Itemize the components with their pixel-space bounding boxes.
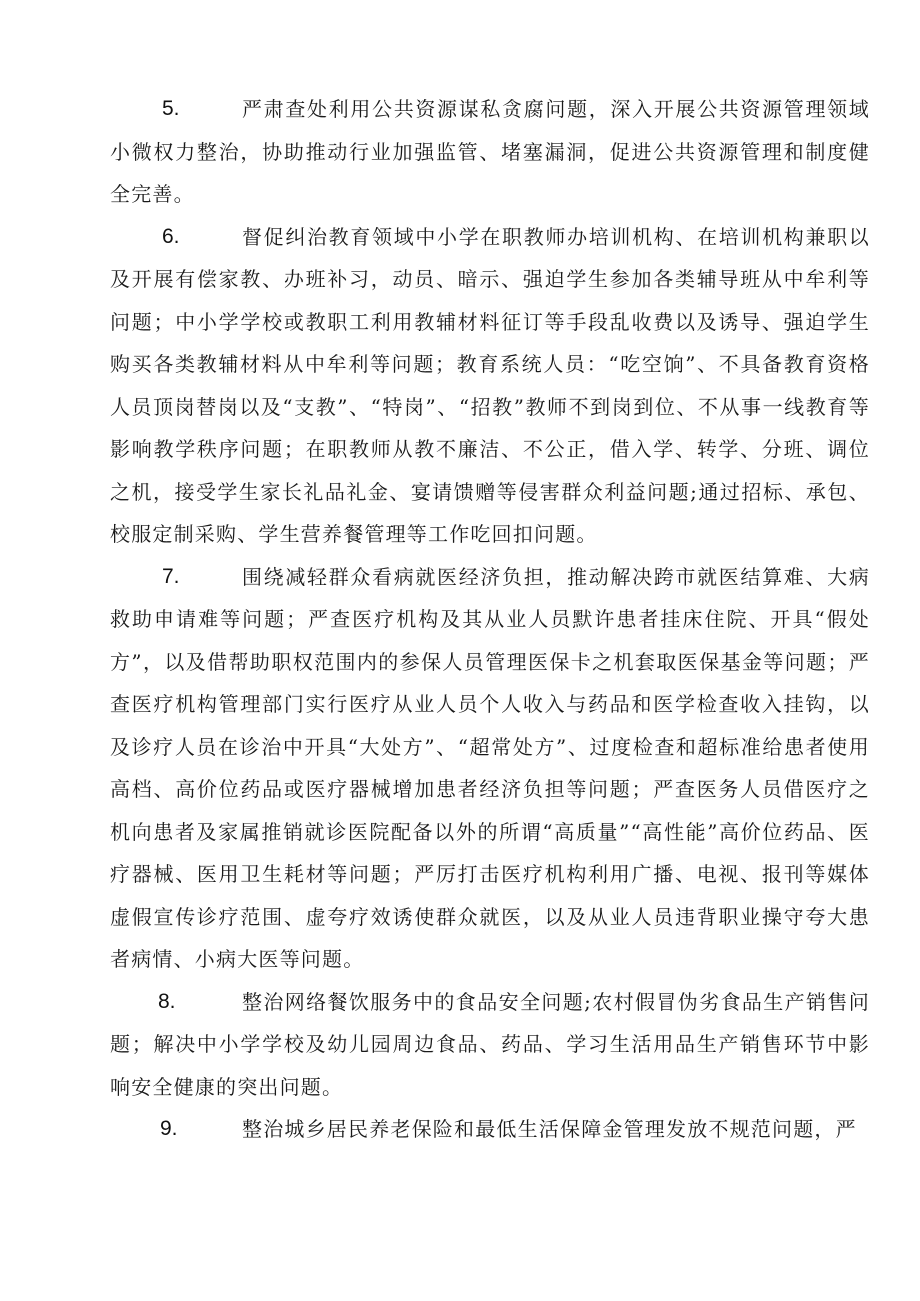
item-text: 督促纠治教育领域中小学在职教师办培训机构、在培训机构兼职以及开展有偿家教、办班补习，动员、暗示、强迫学生参加各类辅导班从中牟利等问题；中小学学校或教职工利用教辅材料征订等手段乱收费以及诱导、强迫学生购买各类教辅材料从中牟利等问题；教育系统人员：“吃空饷”、不具备教育资格人员顶岗替岗以及“支教”、“特岗”、“招教”教师不到岗到位、不从事一线教育等影响教学秩序问题；在职教师从教不廉洁、不公正，借入学、转学、分班、调位之机，接受学生家长礼品礼金、宴请馈赠等侵害群众利益问题;通过招标、承包、校服定制采购、学生营养餐管理等工作吃回扣问题。 <box>110 224 870 546</box>
list-item <box>110 216 870 556</box>
item-text: 围绕减轻群众看病就医经济负担，推动解决跨市就医结算难、大病救助申请难等问题；严查医疗机构及其从业人员默许患者挂床住院、开具“假处方”，以及借帮助职权范围内的参保人员管理医保卡之机套取医保基金等问题；严查医疗机构管理部门实行医疗从业人员个人收入与药品和医学检查收入挂钩，以及诊疗人员在诊治中开具“大处方”、“超常处方”、过度检查和超标准给患者使用高档、高价位药品或医疗器械增加患者经济负担等问题；严查医务人员借医疗之机向患者及家属推销就诊医院配备以外的所谓“高质量”“高性能”高价位药品、医疗器械、医用卫生耗材等问题；严厉打击医疗机构利用广播、电视、报刊等媒体虚假宣传诊疗范围、虚夸疗效诱使群众就医，以及从业人员违背职业操守夸大患者病情、小病大医等问题。 <box>110 564 870 971</box>
list-item <box>110 556 870 981</box>
item-number: 8. <box>158 989 176 1013</box>
list-item <box>110 1108 870 1151</box>
item-number: 6. <box>162 224 180 248</box>
item-number: 9. <box>160 1117 178 1140</box>
list-item <box>110 981 870 1109</box>
item-text: 严肃查处利用公共资源谋私贪腐问题，深入开展公共资源管理领域小微权力整治，协助推动行业加强监管、堵塞漏洞，促进公共资源管理和制度健全完善。 <box>110 97 870 206</box>
item-text: 整治网络餐饮服务中的食品安全问题;农村假冒伪劣食品生产销售问题；解决中小学学校及幼儿园周边食品、药品、学习生活用品生产销售环节中影响安全健康的突出问题。 <box>110 989 870 1099</box>
item-text: 整治城乡居民养老保险和最低生活保障金管理发放不规范问题，严 <box>242 1117 857 1141</box>
document-body <box>110 88 870 1151</box>
list-item <box>110 88 870 216</box>
item-number: 7. <box>162 564 180 588</box>
item-number: 5. <box>162 97 180 120</box>
